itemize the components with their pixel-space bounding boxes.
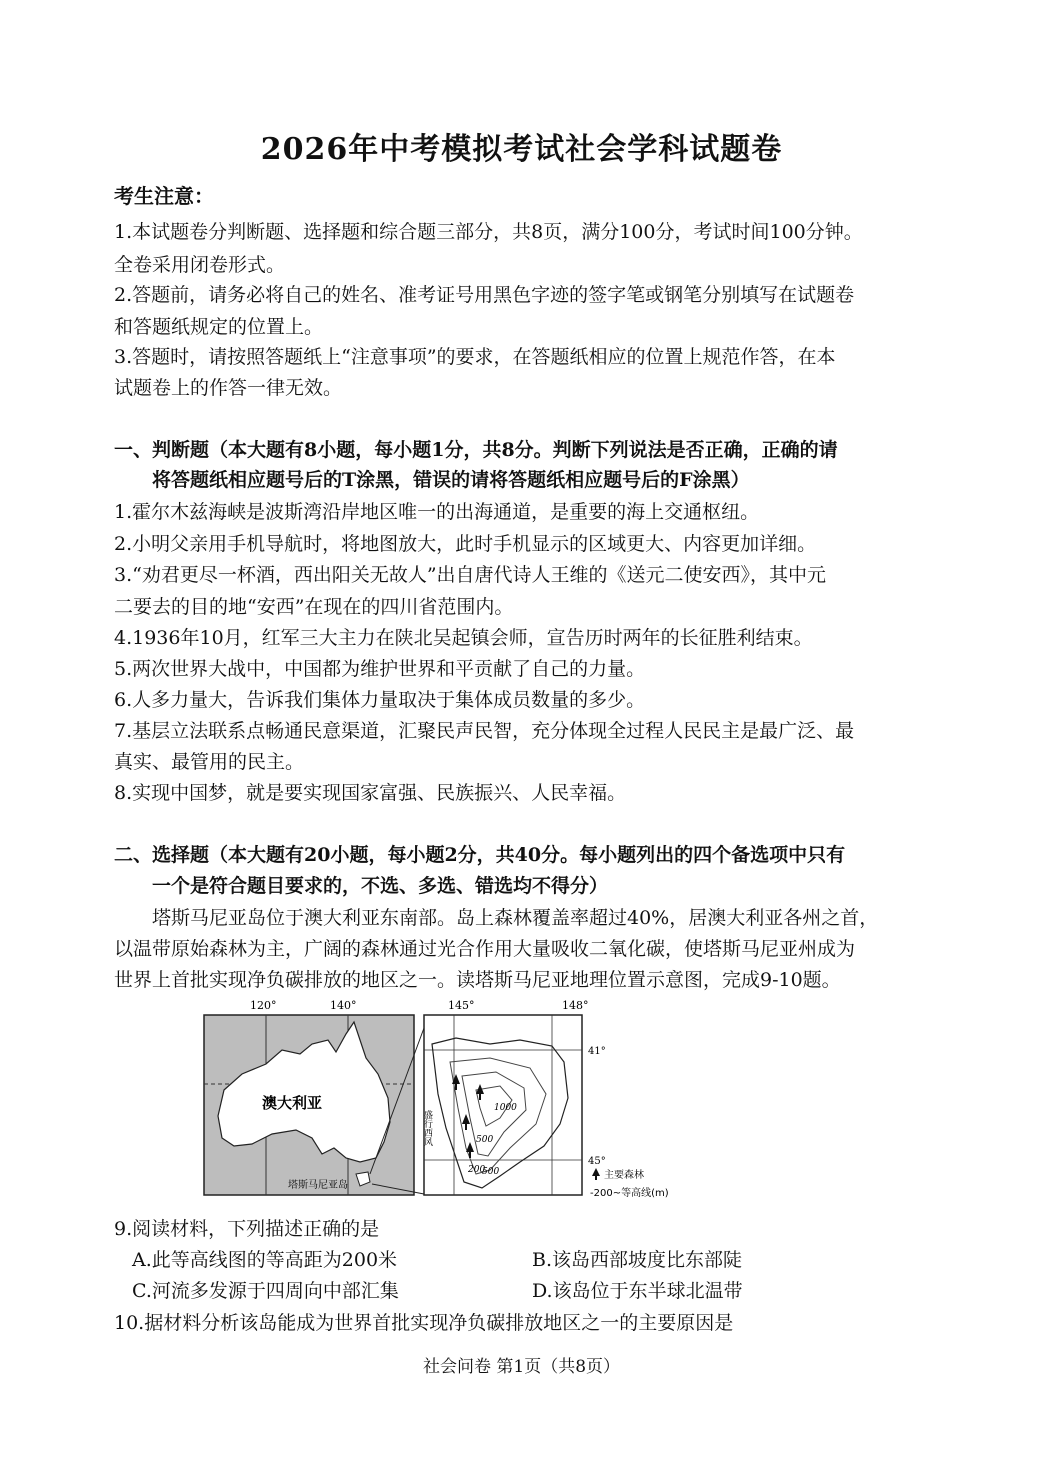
question-line: 真实、最管用的民主。 [114, 751, 305, 773]
exam-title: 2026年中考模拟考试社会学科试题卷 [260, 132, 783, 167]
notice-line: 试题卷上的作答一律无效。 [114, 377, 343, 399]
longitude-label: 140° [330, 999, 357, 1012]
longitude-label: 145° [448, 999, 475, 1012]
contour-value: 500 [482, 1167, 500, 1177]
question-line: 5.两次世界大战中，中国都为维护世界和平贡献了自己的力量。 [114, 658, 646, 680]
contour-value: 500 [476, 1135, 494, 1145]
latitude-label: 45° [588, 1156, 606, 1167]
option-c: C.河流多发源于四周向中部汇集 [132, 1280, 399, 1302]
material-line: 塔斯马尼亚岛位于澳大利亚东南部。岛上森林覆盖率超过40%，居澳大利亚各州之首， [152, 907, 879, 929]
tasmania-location-map [200, 998, 680, 1203]
section2-heading-cont: 一个是符合题目要求的，不选、多选、错选均不得分） [152, 875, 609, 897]
option-d: D.该岛位于东半球北温带 [532, 1280, 743, 1302]
notice-line: 和答题纸规定的位置上。 [114, 316, 324, 338]
latitude-label: 41° [588, 1046, 606, 1057]
forest-legend-icon [592, 1168, 600, 1176]
option-a: A.此等高线图的等高距为200米 [132, 1249, 398, 1271]
notice-line: 1.本试题卷分判断题、选择题和综合题三部分，共8页，满分100分，考试时间100分钟。 [114, 221, 863, 243]
question-line: 1.霍尔木兹海峡是波斯湾沿岸地区唯一的出海通道，是重要的海上交通枢纽。 [114, 501, 760, 523]
question-10: 10.据材料分析该岛能成为世界首批实现净负碳排放地区之一的主要原因是 [114, 1312, 734, 1334]
notice-line: 3.答题时，请按照答题纸上“注意事项”的要求，在答题纸相应的位置上规范作答，在本 [114, 346, 836, 368]
question-line: 7.基层立法联系点畅通民意渠道，汇聚民声民智，充分体现全过程人民民主是最广泛、最 [114, 720, 855, 742]
notice-line: 全卷采用闭卷形式。 [114, 254, 286, 276]
prevailing-westerlies-label: 盛行西风 [422, 1110, 432, 1146]
section1-heading: 一、判断题（本大题有8小题，每小题1分，共8分。判断下列说法是否正确，正确的请 [114, 439, 838, 461]
contour-value: 200 [468, 1165, 486, 1175]
notice-line: 2.答题前，请务必将自己的姓名、准考证号用黑色字迹的签字笔或钢笔分别填写在试题卷 [114, 284, 855, 306]
material-line: 世界上首批实现净负碳排放的地区之一。读塔斯马尼亚地理位置示意图，完成9-10题。 [114, 969, 841, 991]
question-line: 二要去的目的地“安西”在现在的四川省范围内。 [114, 596, 514, 618]
tasmania-label: 塔斯马尼亚岛 [288, 1180, 348, 1191]
question-line: 8.实现中国梦，就是要实现国家富强、民族振兴、人民幸福。 [114, 782, 627, 804]
question-line: 3.“劝君更尽一杯酒，西出阳关无故人”出自唐代诗人王维的《送元二使安西》，其中元 [114, 564, 827, 586]
question-line: 2.小明父亲用手机导航时，将地图放大，此时手机显示的区域更大、内容更加详细。 [114, 533, 817, 555]
question-line: 4.1936年10月，红军三大主力在陕北吴起镇会师，宣告历时两年的长征胜利结束。 [114, 627, 813, 649]
material-line: 以温带原始森林为主，广阔的森林通过光合作用大量吸收二氧化碳，使塔斯马尼亚州成为 [114, 938, 856, 960]
longitude-label: 120° [250, 999, 277, 1012]
map-legend [590, 1168, 669, 1199]
section1-heading-cont: 将答题纸相应题号后的T涂黑，错误的请将答题纸相应题号后的F涂黑） [152, 469, 750, 491]
page-footer: 社会问卷 第1页（共8页） [422, 1357, 621, 1377]
notice-heading: 考生注意： [114, 184, 214, 208]
contour-value: 1000 [494, 1103, 517, 1113]
option-b: B.该岛西部坡度比东部陡 [532, 1249, 743, 1271]
australia-label: 澳大利亚 [262, 1094, 323, 1112]
australia-panel [204, 999, 414, 1195]
section2-heading: 二、选择题（本大题有20小题，每小题2分，共40分。每小题列出的四个备选项中只有 [114, 844, 846, 866]
question-line: 6.人多力量大，告诉我们集体力量取决于集体成员数量的多少。 [114, 689, 646, 711]
tasmania-detail-panel [422, 999, 606, 1195]
longitude-label: 148° [562, 999, 589, 1012]
legend-forest-label: 主要森林 [604, 1170, 644, 1181]
legend-contour-label: -200~等高线(m) [590, 1188, 669, 1199]
question-9: 9.阅读材料，下列描述正确的是 [114, 1218, 380, 1240]
